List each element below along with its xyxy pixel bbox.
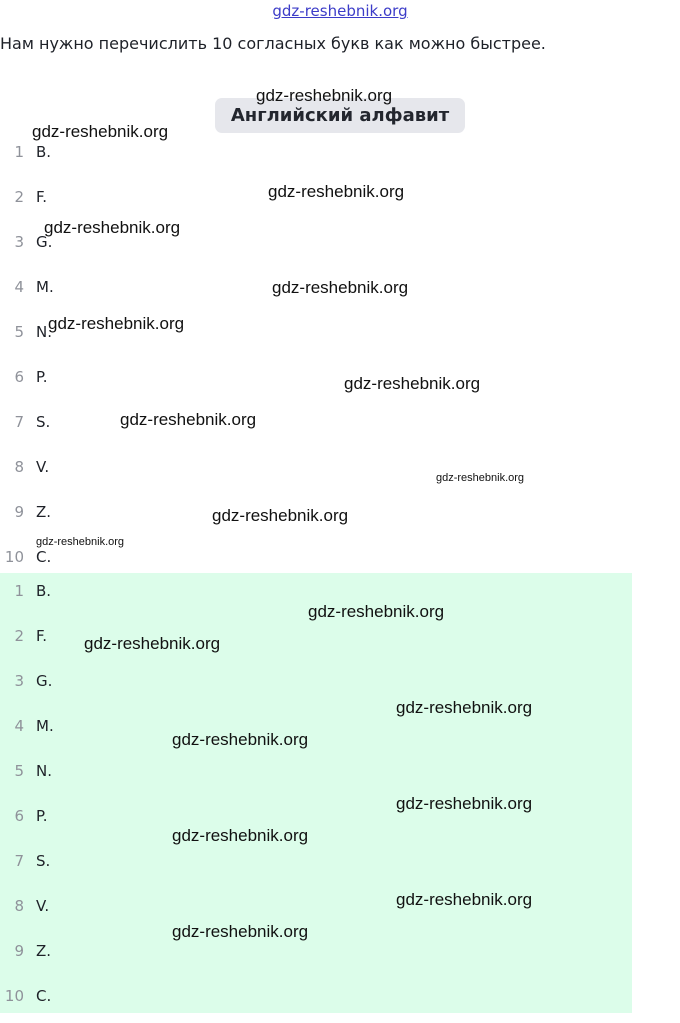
list-item (0, 444, 632, 489)
item-number: 9 (14, 942, 24, 960)
item-letter: V. (36, 458, 50, 476)
item-number: 6 (14, 807, 24, 825)
watermark: gdz-reshebnik.org (32, 122, 169, 141)
item-letter: F. (36, 627, 47, 645)
item-number: 5 (14, 762, 24, 780)
item-number: 10 (4, 548, 24, 566)
item-letter: F. (36, 188, 47, 206)
top-watermark: gdz-reshebnik.org (272, 2, 408, 20)
item-letter: M. (36, 278, 54, 296)
watermark: gdz-reshebnik.org (396, 698, 533, 717)
item-number: 4 (14, 278, 24, 296)
item-letter: N. (36, 762, 52, 780)
item-letter: C. (36, 987, 52, 1005)
watermark: gdz-reshebnik.org (36, 536, 125, 548)
watermark: gdz-reshebnik.org (172, 922, 309, 941)
item-letter: B. (36, 582, 52, 600)
list-item (0, 978, 632, 1023)
item-letter: M. (36, 717, 54, 735)
watermark: gdz-reshebnik.org (396, 794, 533, 813)
item-number: 7 (14, 852, 24, 870)
item-letter: P. (36, 368, 48, 386)
alphabet-badge: Английский алфавит (215, 98, 465, 133)
item-letter: Z. (36, 503, 52, 521)
item-letter: S. (36, 413, 51, 431)
item-number: 2 (14, 627, 24, 645)
watermark: gdz-reshebnik.org (308, 602, 445, 621)
item-number: 9 (14, 503, 24, 521)
item-number: 1 (14, 582, 24, 600)
item-letter: C. (36, 548, 52, 566)
watermark: gdz-reshebnik.org (48, 314, 185, 333)
watermark: gdz-reshebnik.org (272, 278, 409, 297)
list-item (0, 663, 632, 708)
item-number: 1 (14, 143, 24, 161)
item-number: 5 (14, 323, 24, 341)
list-item (0, 753, 632, 798)
item-letter: P. (36, 807, 48, 825)
item-number: 8 (14, 897, 24, 915)
item-letter: G. (36, 672, 53, 690)
watermark: gdz-reshebnik.org (436, 472, 525, 484)
list-item (0, 798, 632, 843)
list-item (0, 933, 632, 978)
watermark: gdz-reshebnik.org (44, 218, 181, 237)
instruction-text: Нам нужно перечислить 10 согласных букв как можно быстрее. (0, 34, 546, 53)
item-number: 6 (14, 368, 24, 386)
watermark: gdz-reshebnik.org (120, 410, 257, 429)
watermark: gdz-reshebnik.org (172, 826, 309, 845)
watermark: gdz-reshebnik.org (396, 890, 533, 909)
item-number: 2 (14, 188, 24, 206)
list-item (0, 843, 632, 888)
item-letter: Z. (36, 942, 52, 960)
watermark: gdz-reshebnik.org (344, 374, 481, 393)
item-number: 3 (14, 233, 24, 251)
item-letter: G. (36, 233, 53, 251)
watermark: gdz-reshebnik.org (212, 506, 349, 525)
list-item (0, 354, 632, 399)
watermark: gdz-reshebnik.org (84, 634, 221, 653)
list-item (0, 708, 632, 753)
item-number: 10 (4, 987, 24, 1005)
item-letter: S. (36, 852, 51, 870)
item-letter: B. (36, 143, 52, 161)
item-number: 4 (14, 717, 24, 735)
list-item (0, 399, 632, 444)
watermark: gdz-reshebnik.org (172, 730, 309, 749)
item-number: 8 (14, 458, 24, 476)
item-number: 7 (14, 413, 24, 431)
watermark: gdz-reshebnik.org (256, 86, 393, 105)
watermark: gdz-reshebnik.org (268, 182, 405, 201)
item-letter: N. (36, 323, 52, 341)
item-number: 3 (14, 672, 24, 690)
item-letter: V. (36, 897, 50, 915)
list-item (0, 888, 632, 933)
